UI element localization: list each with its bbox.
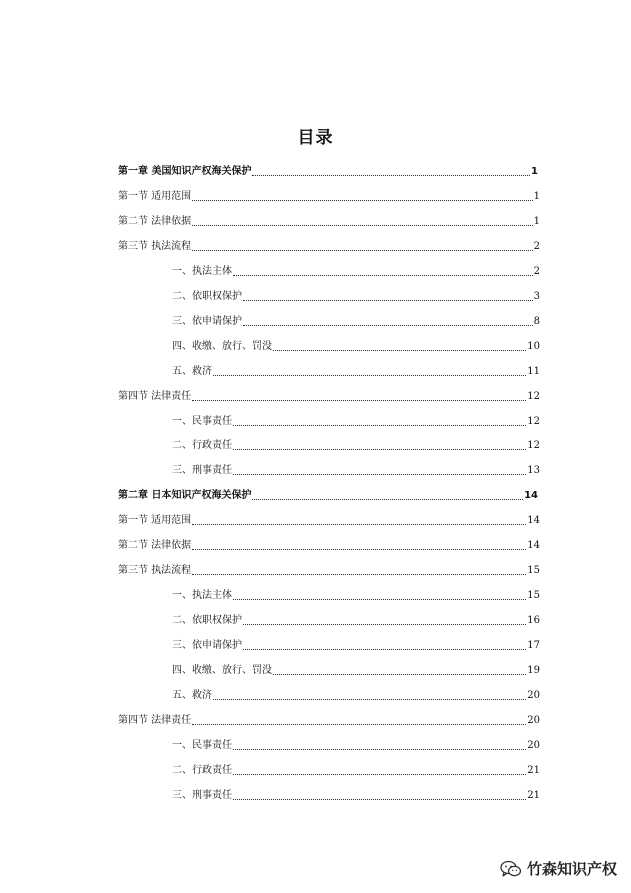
toc-entry-label: 二、依职权保护 <box>172 290 242 302</box>
toc-entry-label: 第三节 执法流程 <box>118 240 192 252</box>
toc-page-number: 16 <box>527 615 540 627</box>
toc-page-number: 11 <box>527 365 540 377</box>
toc-item-row[interactable] <box>172 738 540 752</box>
toc-page-number: 8 <box>533 315 540 327</box>
toc-page-number: 19 <box>527 665 540 676</box>
toc-page-number: 12 <box>527 390 540 402</box>
toc-page-number: 1 <box>533 215 540 227</box>
toc-dot-leader <box>192 199 532 201</box>
toc-entry-label: 五、救济 <box>172 365 212 377</box>
toc-entry-label: 一、执法主体 <box>172 265 232 277</box>
toc-dot-leader <box>192 723 526 725</box>
toc-dot-leader <box>233 748 526 750</box>
toc-page-number: 12 <box>527 440 540 452</box>
toc-dot-leader <box>243 299 533 301</box>
toc-entry-label: 第四节 法律责任 <box>118 714 192 726</box>
toc-entry-label: 四、收缴、放行、罚没 <box>172 665 272 676</box>
toc-dot-leader <box>252 498 523 500</box>
toc-page-number: 20 <box>527 714 540 726</box>
toc-section-row[interactable] <box>118 713 540 727</box>
toc-entry-label: 三、刑事责任 <box>172 465 232 477</box>
toc-page-number: 14 <box>527 540 540 552</box>
toc-section-row[interactable] <box>118 189 540 203</box>
toc-dot-leader <box>192 548 526 550</box>
watermark <box>500 858 617 879</box>
toc-item-row[interactable] <box>172 463 540 477</box>
toc-dot-leader <box>273 349 526 351</box>
toc-dot-leader <box>192 399 526 401</box>
toc-item-row[interactable] <box>172 314 540 328</box>
toc-section-row[interactable] <box>118 563 540 577</box>
toc-page-number: 14 <box>524 490 538 502</box>
toc-item-row[interactable] <box>172 289 540 303</box>
toc-dot-leader <box>233 598 526 600</box>
toc-section-row[interactable] <box>118 239 540 253</box>
toc-section-row[interactable] <box>118 513 540 527</box>
toc-page-number: 13 <box>527 465 540 477</box>
toc-dot-leader <box>243 648 526 650</box>
toc-dot-leader <box>243 324 533 326</box>
toc-dot-leader <box>192 249 532 251</box>
toc-entry-label: 三、依申请保护 <box>172 315 242 327</box>
toc-entry-label: 一、民事责任 <box>172 415 232 427</box>
toc-entry-label: 一、民事责任 <box>172 739 232 751</box>
toc-item-row[interactable] <box>172 364 540 378</box>
toc-section-row[interactable] <box>118 214 540 228</box>
toc-section-row[interactable] <box>118 538 540 552</box>
toc-page-number: 15 <box>527 590 540 602</box>
toc-dot-leader <box>192 573 526 575</box>
toc-dot-leader <box>192 224 532 226</box>
toc-item-row[interactable] <box>172 638 540 652</box>
toc-dot-leader <box>233 448 526 450</box>
toc-page-number: 14 <box>527 515 540 527</box>
wechat-icon <box>500 860 522 878</box>
toc-page-number: 1 <box>531 166 538 177</box>
toc-page-number: 1 <box>533 190 540 202</box>
toc-dot-leader <box>213 374 526 376</box>
toc-page-number: 2 <box>533 240 540 252</box>
toc-page-number: 21 <box>527 764 540 776</box>
toc-item-row[interactable] <box>172 688 540 702</box>
toc-chapter-row[interactable] <box>118 164 538 178</box>
toc-item-row[interactable] <box>172 663 540 677</box>
toc-page-number: 10 <box>527 340 540 352</box>
toc-entry-label: 二、行政责任 <box>172 440 232 452</box>
toc-page-number: 2 <box>533 265 540 277</box>
toc-item-row[interactable] <box>172 438 540 452</box>
toc-entry-label: 三、依申请保护 <box>172 640 242 652</box>
toc-entry-label: 第二节 法律依据 <box>118 215 192 227</box>
toc-entry-label: 四、收缴、放行、罚没 <box>172 340 272 352</box>
toc-entry-label: 第一节 适用范围 <box>118 190 192 202</box>
toc-item-row[interactable] <box>172 588 540 602</box>
toc-entry-label: 第三节 执法流程 <box>118 565 192 577</box>
toc-page-number: 12 <box>527 415 540 427</box>
toc-page-number: 3 <box>533 290 540 302</box>
toc-page-number: 20 <box>527 689 540 701</box>
toc-page-number: 15 <box>527 565 540 577</box>
toc-dot-leader <box>243 623 526 625</box>
watermark-text: 竹森知识产权 <box>526 860 617 878</box>
toc-dot-leader <box>233 798 526 800</box>
toc-item-row[interactable] <box>172 414 540 428</box>
toc-dot-leader <box>233 274 533 276</box>
page-title: 目录 <box>297 128 334 148</box>
toc-entry-label: 五、救济 <box>172 689 212 701</box>
toc-entry-label: 第二章 日本知识产权海关保护 <box>118 490 252 502</box>
toc-item-row[interactable] <box>172 264 540 278</box>
toc-entry-label: 三、刑事责任 <box>172 789 232 801</box>
toc-entry-label: 一、执法主体 <box>172 590 232 602</box>
toc-chapter-row[interactable] <box>118 488 538 502</box>
toc-page-number: 17 <box>527 640 540 652</box>
toc-dot-leader <box>273 673 526 675</box>
toc-page-number: 20 <box>527 739 540 751</box>
toc-dot-leader <box>192 523 526 525</box>
toc-section-row[interactable] <box>118 389 540 403</box>
toc-entry-label: 二、依职权保护 <box>172 615 242 627</box>
toc-dot-leader <box>213 698 526 700</box>
toc-page-number: 21 <box>527 789 540 801</box>
toc-item-row[interactable] <box>172 763 540 777</box>
toc-entry-label: 第一节 适用范围 <box>118 515 192 527</box>
toc-dot-leader <box>252 174 530 176</box>
toc-dot-leader <box>233 424 526 426</box>
toc-entry-label: 第四节 法律责任 <box>118 390 192 402</box>
toc-entry-label: 二、行政责任 <box>172 764 232 776</box>
toc-dot-leader <box>233 473 526 475</box>
toc-item-row[interactable] <box>172 788 540 802</box>
toc-entry-label: 第二节 法律依据 <box>118 540 192 552</box>
toc-entry-label: 第一章 美国知识产权海关保护 <box>118 166 252 177</box>
toc-dot-leader <box>233 773 526 775</box>
toc-item-row[interactable] <box>172 613 540 627</box>
toc-item-row[interactable] <box>172 339 540 353</box>
